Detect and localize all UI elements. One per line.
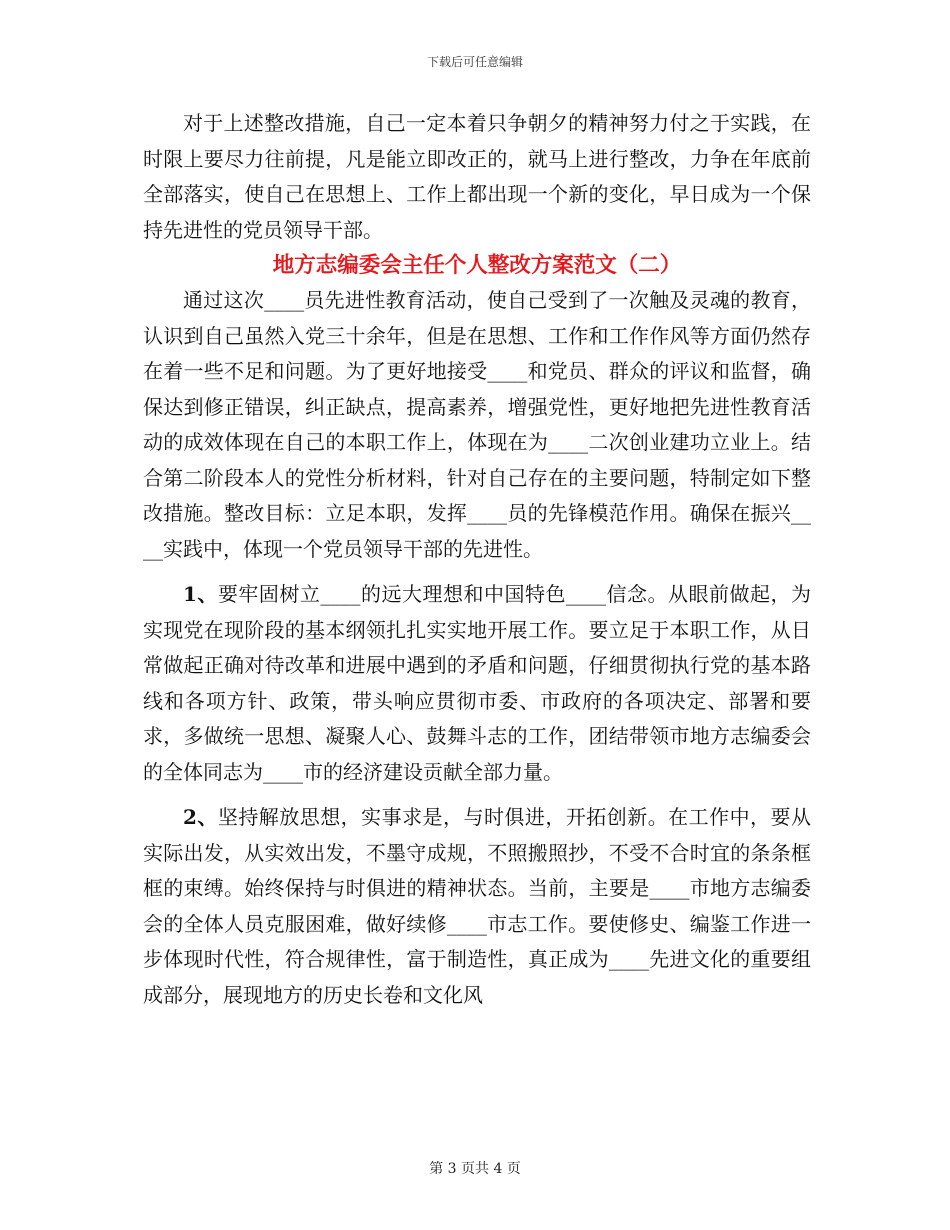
header-note: 下载后可任意编辑 [426, 55, 523, 69]
item-text: 坚持解放思想，实事求是，与时俱进，开拓创新。在工作中，要从实际出发，从实效出发，不墨守成规，不照搬照抄，不受不合时宜的条条框框的束缚。始终保持与时俱进的精神状态。当前，主要是____市地方志编委会的全体人员克服困难，做好续修____市志工作。要使修史、编鉴工作进一步体现时代性，符合规律性，富于制造性，真正成为____先进文化的重要组成部分，展现地方的历史长卷和文化风 [143, 805, 811, 1007]
paragraph-closing: 对于上述整改措施，自己一定本着只争朝夕的精神努力付之于实践，在时限上要尽力往前提，凡是能立即改正的，就马上进行整改，力争在年底前全部落实，使自己在思想上、工作上都出现一个新的变化，早日成为一个保持先进性的党员领导干部。 [143, 111, 811, 242]
section-title: 地方志编委会主任个人整改方案范文（二） [272, 253, 682, 278]
document-body [143, 106, 811, 1013]
paragraph-item-2 [143, 800, 811, 1013]
item-text: 要牢固树立____的远大理想和中国特色____信念。从眼前做起，为实现党在现阶段的基本纲领扎扎实实地开展工作。要立足于本职工作，从日常做起正确对待改革和进展中遇到的矛盾和问题，仔细贯彻执行党的基本路线和各项方针、政策，带头响应贯彻市委、市政府的各项决定、部署和要求，多做统一思想、凝聚人心、鼓舞斗志的工作，团结带领市地方志编委会的全体同志为____市的经济建设贡献全部力量。 [143, 582, 811, 784]
paragraph-intro: 通过这次____员先进性教育活动，使自己受到了一次触及灵魂的教育，认识到自己虽然入党三十余年，但是在思想、工作和工作作风等方面仍然存在着一些不足和问题。为了更好地接受____和党员、群众的评议和监督，确保达到修正错误，纠正缺点，提高素养，增强党性，更好地把先进性教育活动的成效体现在自己的本职工作上，体现在为____二次创业建功立业上。结合第二阶段本人的党性分析材料，针对自己存在的主要问题，特制定如下整改措施。整改目标：立足本职，发挥____员的先锋模范作用。确保在振兴____实践中，体现一个党员领导干部的先进性。 [143, 288, 811, 561]
paragraph-item-1 [143, 577, 811, 790]
item-number: 2、 [183, 805, 218, 829]
item-number: 1、 [183, 582, 218, 606]
page-number: 第 3 页共 4 页 [429, 1161, 521, 1177]
